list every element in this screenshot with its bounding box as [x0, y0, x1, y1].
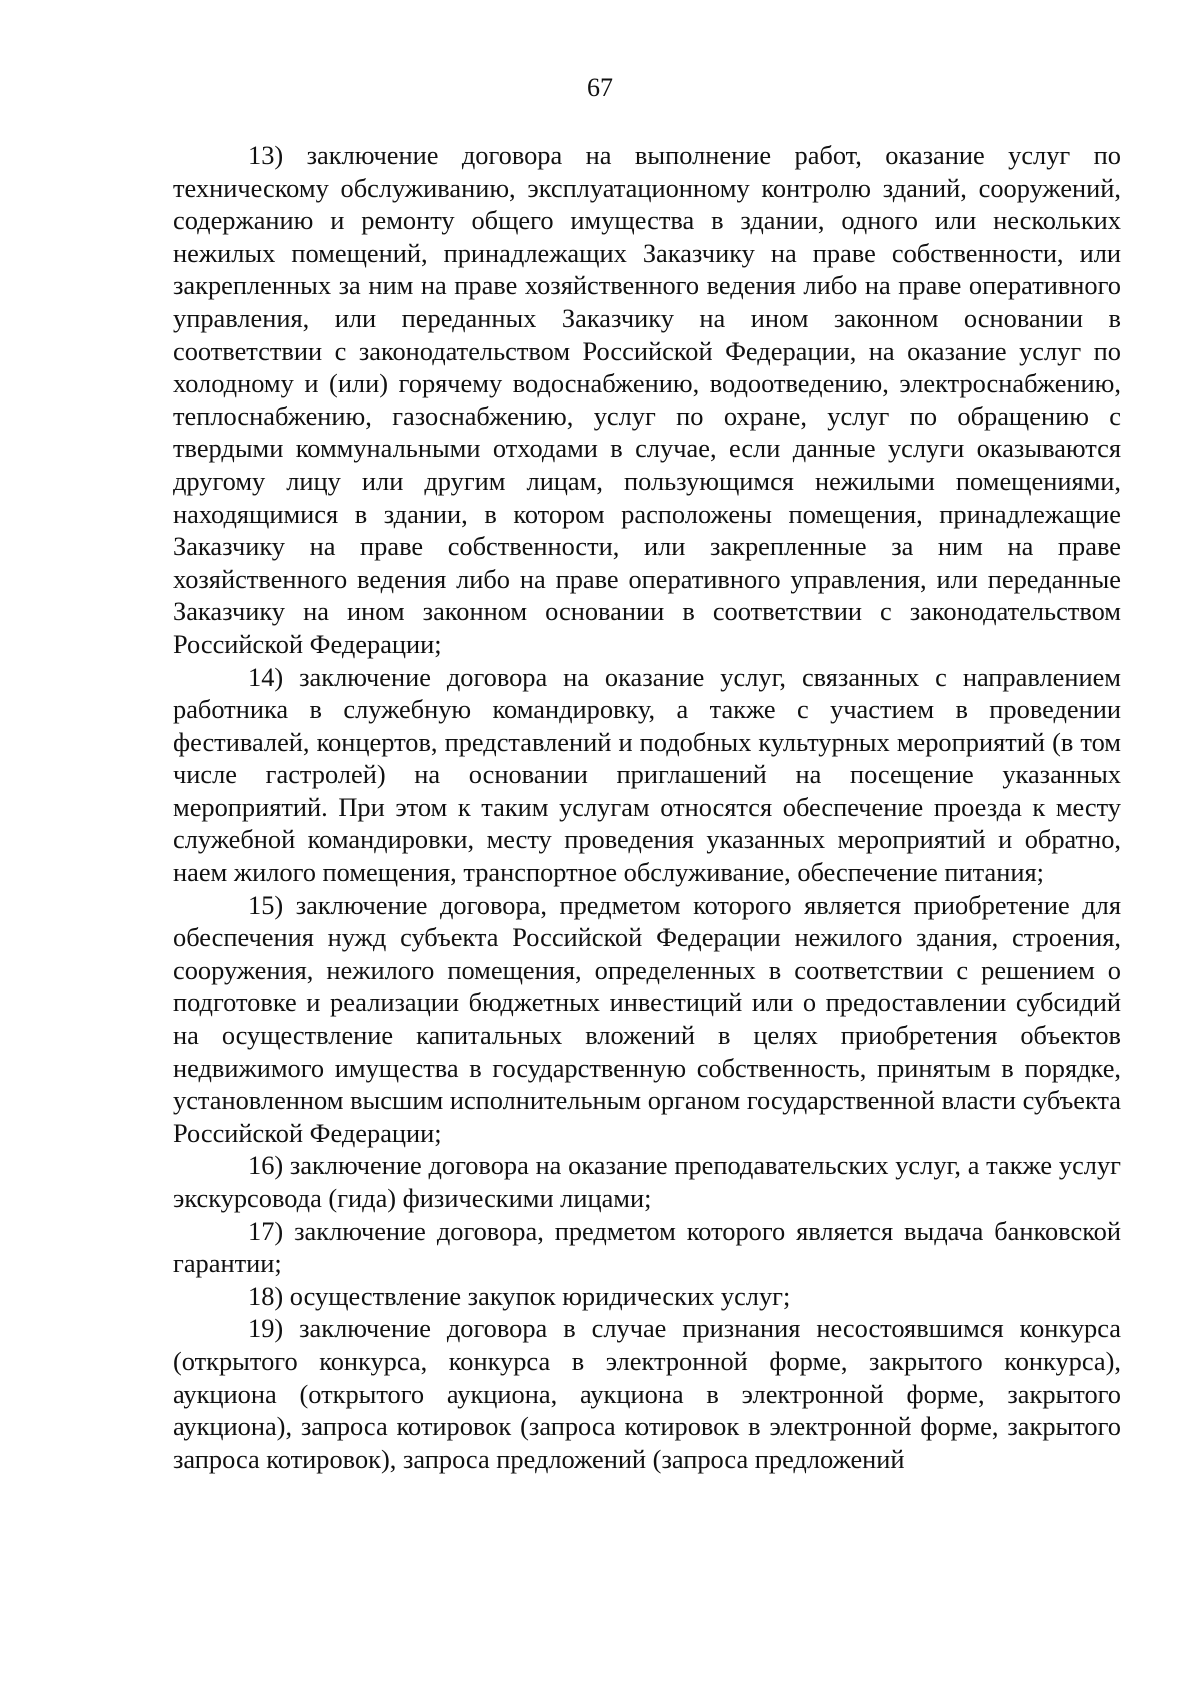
- paragraph-item-14: 14) заключение договора на оказание услуг, связанных с направлением работника в служебную командировку, а также с участием в проведении фестивалей, концертов, представлений и подобных культурных мероприятий (в том числе гастролей) на основании приглашений на посещение указанных мероприятий. При этом к таким услугам относятся обеспечение проезда к месту служебной командировки, месту проведения указанных мероприятий и обратно, наем жилого помещения, транспортное обслуживание, обеспечение питания;: [173, 661, 1121, 888]
- paragraph-item-15: 15) заключение договора, предметом которого является приобретение для обеспечения нужд субъекта Российской Федерации нежилого здания, строения, сооружения, нежилого помещения, определенных в соответствии с решением о подготовке и реализации бюджетных инвестиций или о предоставлении субсидий на осуществление капитальных вложений в целях приобретения объектов недвижимого имущества в государственную собственность, принятым в порядке, установленном высшим исполнительным органом государственной власти субъекта Российской Федерации;: [173, 889, 1121, 1148]
- document-body: [173, 139, 1121, 1475]
- paragraph-item-17: 17) заключение договора, предметом которого является выдача банковской гарантии;: [173, 1215, 1121, 1279]
- paragraph-item-13: 13) заключение договора на выполнение работ, оказание услуг по техническому обслуживанию, эксплуатационному контролю зданий, сооружений, содержанию и ремонту общего имущества в здании, одного или нескольких нежилых помещений, принадлежащих Заказчику на праве собственности, или закрепленных за ним на праве хозяйственного ведения либо на праве оперативного управления, или переданных Заказчику на ином законном основании в соответствии с законодательством Российской Федерации, на оказание услуг по холодному и (или) горячему водоснабжению, водоотведению, электроснабжению, теплоснабжению, газоснабжению, услуг по охране, услуг по обращению с твердыми коммунальными отходами в случае, если данные услуги оказываются другому лицу или другим лицам, пользующимся нежилыми помещениями, находящимися в здании, в котором расположены помещения, принадлежащие Заказчику на праве собственности, или закрепленные за ним на праве хозяйственного ведения либо на праве оперативного управления, или переданные Заказчику на ином законном основании в соответствии с законодательством Российской Федерации;: [173, 140, 1121, 659]
- paragraph-item-16: 16) заключение договора на оказание преподавательских услуг, а также услуг экскурсовода (гида) физическими лицами;: [173, 1150, 1121, 1213]
- paragraph-item-19: 19) заключение договора в случае признания несостоявшимся конкурса (открытого конкурса, конкурса в электронной форме, закрытого конкурса), аукциона (открытого аукциона, аукциона в электронной форме, закрытого аукциона), запроса котировок (запроса котировок в электронной форме, закрытого запроса котировок), запроса предложений (запроса предложений: [173, 1313, 1121, 1474]
- paragraph-item-18: 18) осуществление закупок юридических услуг;: [248, 1280, 791, 1311]
- page-number: 67: [587, 73, 613, 102]
